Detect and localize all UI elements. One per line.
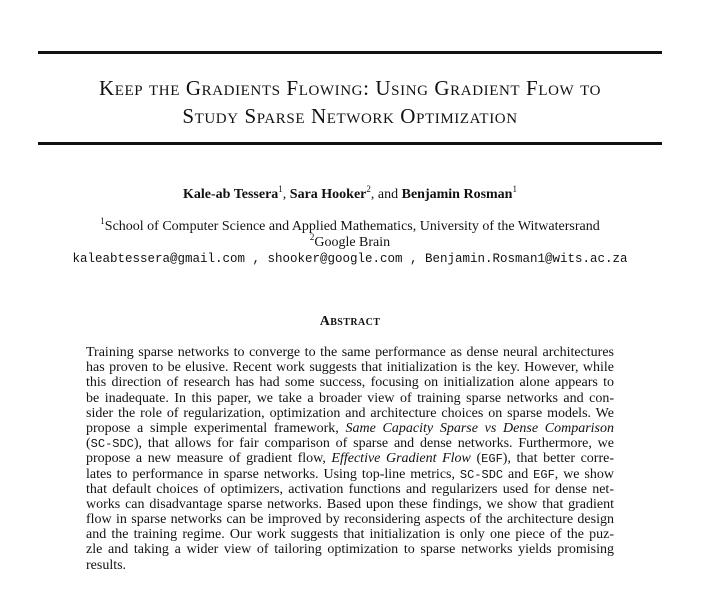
author-affil-mark: 2	[366, 184, 371, 194]
affiliations	[38, 216, 662, 251]
abstract-line: that default choices of optimizers, activation functions and regularizers used for dense net-	[86, 481, 614, 497]
bottom-rule	[38, 142, 662, 145]
abstract-text: propose a simple experimental framework,	[86, 420, 346, 436]
abstract-line: Training sparse networks to converge to the same performance as dense neural architectures	[86, 345, 614, 360]
author-name: Sara Hooker	[289, 187, 367, 202]
author-affil-mark: 1	[512, 184, 517, 194]
affiliation-2	[38, 232, 662, 251]
top-rule	[38, 51, 662, 54]
affiliation-number: 1	[100, 216, 105, 226]
author-name: Benjamin Rosman	[401, 187, 513, 202]
abstract-line	[86, 436, 614, 451]
abstract-line: results.	[86, 557, 127, 573]
abstract-line: this direction of research has had some success, focusing on initialization alone appears to	[86, 375, 614, 391]
abstract-line: be inadequate. In this paper, we take a broader view of training sparse networks and con-	[86, 390, 614, 406]
affiliation-text: Google Brain	[314, 235, 391, 250]
abstract-line	[86, 467, 614, 482]
abstract-line: has proven to be elusive. Recent work suggests that initialization is the key. However, while	[86, 360, 614, 376]
abstract-line: sider the role of regularization, optimization and architecture choices on sparse models. We	[86, 405, 614, 421]
abstract-text: and	[503, 466, 534, 482]
abstract-text: (	[86, 436, 91, 452]
title-line-2: Study Sparse Network Optimization	[182, 104, 518, 128]
abstract-code: EGF	[481, 452, 503, 467]
abstract-line	[86, 421, 614, 436]
abstract-line: and the training regime. Our work suggests that initialization is only one piece of the puz-	[86, 527, 614, 543]
author-separator: , and	[370, 187, 402, 202]
abstract-text: (	[470, 451, 482, 467]
abstract-text: , we show	[554, 466, 614, 482]
abstract-text: ), that allows for fair comparison of sparse and dense networks. Furthermore, we	[133, 436, 614, 452]
paper-title	[38, 74, 662, 130]
title-line-1: Keep the Gradients Flowing: Using Gradient Flow to	[98, 76, 602, 100]
abstract-emphasis: Same Capacity Sparse vs Dense Comparison	[345, 420, 614, 436]
abstract-line: flow in sparse networks can be improved by reconsidering aspects of the architecture design	[86, 512, 614, 528]
abstract-heading: Abstract	[319, 314, 381, 329]
abstract-text: propose a new measure of gradient flow,	[86, 451, 332, 467]
abstract-text: lates to performance in sparse networks. Using top-line metrics,	[86, 466, 460, 482]
affiliation-number: 2	[309, 232, 315, 242]
affiliation-text: School of Computer Science and Applied Mathematics, University of the Witwatersrand	[104, 219, 600, 234]
abstract-line: zle and taking a wider view of tailoring optimization to sparse networks yields promising	[86, 542, 614, 558]
abstract-code: SC-SDC	[90, 437, 134, 452]
abstract-line	[86, 451, 614, 466]
abstract-code: SC-SDC	[459, 467, 504, 482]
abstract-emphasis: Effective Gradient Flow	[331, 451, 471, 467]
abstract-text: ), that better corre-	[502, 451, 614, 467]
author-list	[38, 186, 662, 204]
author-emails: kaleabtessera@gmail.com , shooker@google.com , Benjamin.Rosman1@wits.ac.za	[72, 252, 628, 266]
abstract-line: works can disadvantage sparse networks. Based upon these findings, we show that gradient	[86, 496, 614, 512]
author-affil-mark: 1	[278, 184, 283, 194]
abstract-body	[86, 345, 614, 573]
affiliation-1	[38, 216, 662, 235]
abstract-code: EGF	[533, 467, 555, 482]
author-separator: ,	[282, 187, 290, 202]
author-name: Kale-ab Tessera	[183, 187, 279, 202]
